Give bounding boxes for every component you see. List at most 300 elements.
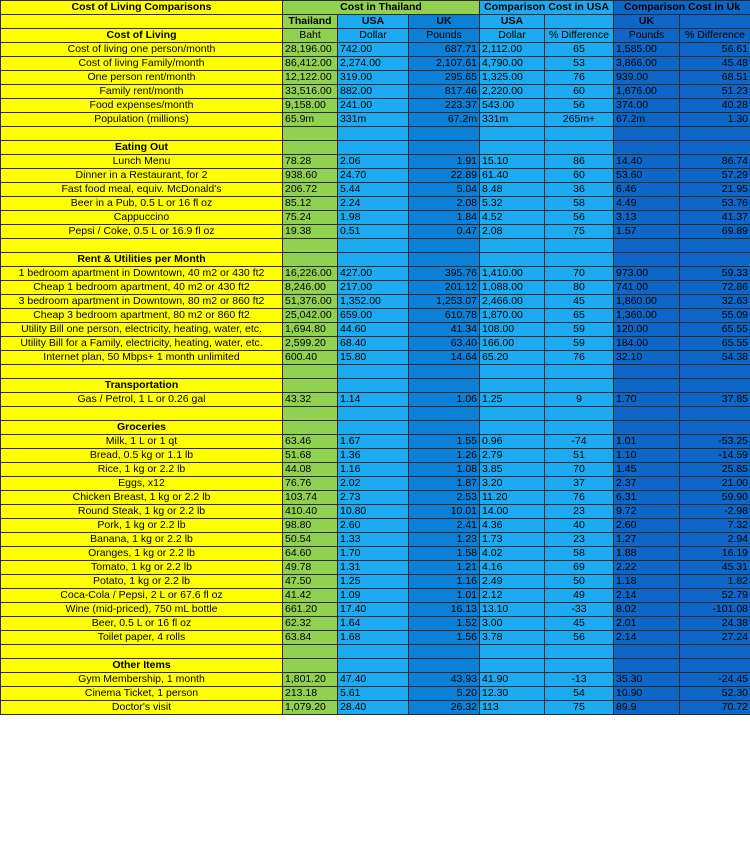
thb-cost: 600.40 — [283, 351, 338, 365]
usa-compare-usd: 4.16 — [480, 561, 545, 575]
usa-compare-usd: 4.36 — [480, 519, 545, 533]
spacer-cell — [409, 407, 480, 421]
uk-cost-gbp: 1.55 — [409, 435, 480, 449]
table-row — [1, 477, 750, 491]
spacer-cell — [680, 365, 750, 379]
usa-cost-usd: 2.73 — [338, 491, 409, 505]
thb-cost: 16,226.00 — [283, 267, 338, 281]
section-cell — [283, 253, 338, 267]
uk-cost-gbp: 1.23 — [409, 533, 480, 547]
section-cell — [480, 253, 545, 267]
usa-percent-diff: 50 — [545, 575, 614, 589]
section-header-row — [1, 421, 750, 435]
group-header-usa: Comparison Cost in USA — [480, 1, 614, 15]
uk-compare-gbp: 1.18 — [614, 575, 680, 589]
section-cell — [283, 379, 338, 393]
uk-cost-gbp: 26.32 — [409, 701, 480, 715]
spacer-cell — [409, 127, 480, 141]
item-label: Gas / Petrol, 1 L or 0.26 gal — [1, 393, 283, 407]
uk-percent-diff: 55.09 — [680, 309, 750, 323]
table-row — [1, 603, 750, 617]
spacer-cell — [680, 239, 750, 253]
uk-compare-gbp: 6.31 — [614, 491, 680, 505]
section-cell — [409, 421, 480, 435]
item-label: 3 bedroom apartment in Downtown, 80 m2 or 860 ft2 — [1, 295, 283, 309]
section-cell — [614, 253, 680, 267]
usa-cost-usd: 28.40 — [338, 701, 409, 715]
spacer-cell — [338, 127, 409, 141]
spacer-cell — [545, 127, 614, 141]
usa-compare-usd: 1,325.00 — [480, 71, 545, 85]
uk-percent-diff: -14.59 — [680, 449, 750, 463]
item-label: Cheap 1 bedroom apartment, 40 m2 or 430 ft2 — [1, 281, 283, 295]
table-row — [1, 323, 750, 337]
thb-cost: 63.84 — [283, 631, 338, 645]
uk-cost-gbp: 1.01 — [409, 589, 480, 603]
uk-compare-gbp: 10.90 — [614, 687, 680, 701]
spacer-cell — [409, 645, 480, 659]
currency-cell: Baht — [283, 29, 338, 43]
usa-percent-diff: 51 — [545, 449, 614, 463]
usa-compare-usd: 15.10 — [480, 155, 545, 169]
usa-compare-usd: 108.00 — [480, 323, 545, 337]
uk-cost-gbp: 43.93 — [409, 673, 480, 687]
section-header-row — [1, 659, 750, 673]
uk-percent-diff: 40.28 — [680, 99, 750, 113]
country-cell — [680, 15, 750, 29]
section-cell — [680, 379, 750, 393]
uk-cost-gbp: 1.84 — [409, 211, 480, 225]
thb-cost: 62.32 — [283, 617, 338, 631]
uk-cost-gbp: 610.78 — [409, 309, 480, 323]
thb-cost: 213.18 — [283, 687, 338, 701]
uk-cost-gbp: 16.13 — [409, 603, 480, 617]
thb-cost: 86,412.00 — [283, 57, 338, 71]
usa-compare-usd: 11.20 — [480, 491, 545, 505]
uk-compare-gbp: 374.00 — [614, 99, 680, 113]
currency-cell: Pounds — [409, 29, 480, 43]
uk-percent-diff: 7.32 — [680, 519, 750, 533]
usa-cost-usd: 44.60 — [338, 323, 409, 337]
spacer-cell — [1, 239, 283, 253]
item-label: Chicken Breast, 1 kg or 2.2 lb — [1, 491, 283, 505]
usa-compare-usd: 13.10 — [480, 603, 545, 617]
thb-cost: 51,376.00 — [283, 295, 338, 309]
uk-cost-gbp: 63.40 — [409, 337, 480, 351]
uk-percent-diff: 59.90 — [680, 491, 750, 505]
uk-cost-gbp: 0.47 — [409, 225, 480, 239]
section-cell — [480, 379, 545, 393]
uk-compare-gbp: 89.9 — [614, 701, 680, 715]
section-title: Transportation — [1, 379, 283, 393]
item-label: Fast food meal, equiv. McDonald's — [1, 183, 283, 197]
thb-cost: 85.12 — [283, 197, 338, 211]
uk-percent-diff: 21.00 — [680, 477, 750, 491]
spacer-cell — [338, 239, 409, 253]
spacer-row — [1, 127, 750, 141]
usa-cost-usd: 1.25 — [338, 575, 409, 589]
uk-cost-gbp: 817.46 — [409, 85, 480, 99]
table-row — [1, 113, 750, 127]
table-row — [1, 505, 750, 519]
item-label: One person rent/month — [1, 71, 283, 85]
table-row — [1, 449, 750, 463]
currency-row — [1, 29, 750, 43]
usa-percent-diff: -13 — [545, 673, 614, 687]
usa-cost-usd: 1.36 — [338, 449, 409, 463]
spacer-cell — [614, 365, 680, 379]
table-row — [1, 351, 750, 365]
usa-cost-usd: 217.00 — [338, 281, 409, 295]
section-cell — [545, 421, 614, 435]
uk-compare-gbp: 2.01 — [614, 617, 680, 631]
usa-percent-diff: 23 — [545, 505, 614, 519]
thb-cost: 65.9m — [283, 113, 338, 127]
thb-cost: 661.20 — [283, 603, 338, 617]
uk-percent-diff: 21.95 — [680, 183, 750, 197]
item-label: Potato, 1 kg or 2.2 lb — [1, 575, 283, 589]
section-cell — [680, 659, 750, 673]
usa-compare-usd: 3.20 — [480, 477, 545, 491]
uk-percent-diff: 25.85 — [680, 463, 750, 477]
usa-compare-usd: 41.90 — [480, 673, 545, 687]
usa-compare-usd: 4,790.00 — [480, 57, 545, 71]
uk-percent-diff: 59.33 — [680, 267, 750, 281]
usa-percent-diff: 9 — [545, 393, 614, 407]
usa-cost-usd: 241.00 — [338, 99, 409, 113]
uk-cost-gbp: 2.53 — [409, 491, 480, 505]
thb-cost: 49.78 — [283, 561, 338, 575]
uk-cost-gbp: 1.91 — [409, 155, 480, 169]
item-label: Pepsi / Coke, 0.5 L or 16.9 fl oz — [1, 225, 283, 239]
thb-cost: 1,801.20 — [283, 673, 338, 687]
uk-compare-gbp: 2.14 — [614, 631, 680, 645]
usa-cost-usd: 1.16 — [338, 463, 409, 477]
country-cell: UK — [614, 15, 680, 29]
uk-compare-gbp: 2.37 — [614, 477, 680, 491]
spacer-cell — [283, 239, 338, 253]
usa-percent-diff: 37 — [545, 477, 614, 491]
usa-cost-usd: 1.33 — [338, 533, 409, 547]
uk-percent-diff: 45.48 — [680, 57, 750, 71]
usa-cost-usd: 659.00 — [338, 309, 409, 323]
thb-cost: 410.40 — [283, 505, 338, 519]
item-label: Rice, 1 kg or 2.2 lb — [1, 463, 283, 477]
uk-cost-gbp: 2,107.61 — [409, 57, 480, 71]
spacer-cell — [283, 127, 338, 141]
uk-compare-gbp: 973.00 — [614, 267, 680, 281]
usa-compare-usd: 113 — [480, 701, 545, 715]
uk-compare-gbp: 67.2m — [614, 113, 680, 127]
thb-cost: 28,196.00 — [283, 43, 338, 57]
spacer-cell — [409, 365, 480, 379]
uk-compare-gbp: 2.14 — [614, 589, 680, 603]
table-row — [1, 281, 750, 295]
item-label: Pork, 1 kg or 2.2 lb — [1, 519, 283, 533]
usa-percent-diff: -74 — [545, 435, 614, 449]
uk-percent-diff: 53.76 — [680, 197, 750, 211]
table-row — [1, 631, 750, 645]
table-row — [1, 393, 750, 407]
table-row — [1, 71, 750, 85]
uk-cost-gbp: 1.08 — [409, 463, 480, 477]
thb-cost: 51.68 — [283, 449, 338, 463]
uk-percent-diff: 37.85 — [680, 393, 750, 407]
table-row — [1, 673, 750, 687]
uk-cost-gbp: 2.08 — [409, 197, 480, 211]
usa-percent-diff: 76 — [545, 491, 614, 505]
usa-percent-diff: 65 — [545, 309, 614, 323]
usa-compare-usd: 3.78 — [480, 631, 545, 645]
thb-cost: 8,246.00 — [283, 281, 338, 295]
uk-percent-diff: 54.38 — [680, 351, 750, 365]
uk-compare-gbp: 741.00 — [614, 281, 680, 295]
table-row — [1, 589, 750, 603]
usa-cost-usd: 24.70 — [338, 169, 409, 183]
usa-percent-diff: 45 — [545, 295, 614, 309]
thb-cost: 98.80 — [283, 519, 338, 533]
spacer-cell — [283, 407, 338, 421]
table-row — [1, 575, 750, 589]
uk-compare-gbp: 184.00 — [614, 337, 680, 351]
usa-percent-diff: 49 — [545, 589, 614, 603]
usa-percent-diff: 80 — [545, 281, 614, 295]
item-label: Utility Bill one person, electricity, heating, water, etc. — [1, 323, 283, 337]
uk-compare-gbp: 9.72 — [614, 505, 680, 519]
uk-percent-diff: 1.30 — [680, 113, 750, 127]
uk-percent-diff: 45.31 — [680, 561, 750, 575]
usa-percent-diff: 76 — [545, 71, 614, 85]
usa-compare-usd: 65.20 — [480, 351, 545, 365]
uk-compare-gbp: 53.60 — [614, 169, 680, 183]
uk-cost-gbp: 5.20 — [409, 687, 480, 701]
section-cell — [614, 421, 680, 435]
uk-cost-gbp: 395.76 — [409, 267, 480, 281]
uk-compare-gbp: 3.13 — [614, 211, 680, 225]
section-cell — [409, 253, 480, 267]
usa-percent-diff: 58 — [545, 547, 614, 561]
table-row — [1, 547, 750, 561]
table-row — [1, 43, 750, 57]
usa-compare-usd: 166.00 — [480, 337, 545, 351]
currency-cell: Dollar — [480, 29, 545, 43]
uk-cost-gbp: 223.37 — [409, 99, 480, 113]
country-cell: Thailand — [283, 15, 338, 29]
item-label: Utility Bill for a Family, electricity, heating, water, etc. — [1, 337, 283, 351]
spacer-cell — [1, 407, 283, 421]
spacer-cell — [338, 645, 409, 659]
uk-compare-gbp: 939.00 — [614, 71, 680, 85]
uk-cost-gbp: 41.34 — [409, 323, 480, 337]
usa-percent-diff: 36 — [545, 183, 614, 197]
usa-percent-diff: 40 — [545, 519, 614, 533]
section-cell — [338, 141, 409, 155]
table-row — [1, 99, 750, 113]
thb-cost: 44.08 — [283, 463, 338, 477]
table-row — [1, 491, 750, 505]
uk-percent-diff: 69.89 — [680, 225, 750, 239]
uk-compare-gbp: 1.88 — [614, 547, 680, 561]
uk-compare-gbp: 1.45 — [614, 463, 680, 477]
spacer-cell — [283, 365, 338, 379]
uk-cost-gbp: 687.71 — [409, 43, 480, 57]
spacer-cell — [614, 127, 680, 141]
usa-compare-usd: 2.79 — [480, 449, 545, 463]
country-cell: USA — [480, 15, 545, 29]
table-row — [1, 701, 750, 715]
thb-cost: 78.28 — [283, 155, 338, 169]
uk-cost-gbp: 1.21 — [409, 561, 480, 575]
uk-percent-diff: 32.63 — [680, 295, 750, 309]
country-cell: USA — [338, 15, 409, 29]
thb-cost: 938.60 — [283, 169, 338, 183]
uk-percent-diff: 86.74 — [680, 155, 750, 169]
usa-compare-usd: 5.32 — [480, 197, 545, 211]
thb-cost: 9,158.00 — [283, 99, 338, 113]
uk-cost-gbp: 67.2m — [409, 113, 480, 127]
usa-percent-diff: 54 — [545, 687, 614, 701]
uk-compare-gbp: 1.27 — [614, 533, 680, 547]
uk-cost-gbp: 10.01 — [409, 505, 480, 519]
section-cell — [680, 141, 750, 155]
usa-percent-diff: 45 — [545, 617, 614, 631]
uk-percent-diff: -53.25 — [680, 435, 750, 449]
item-label: 1 bedroom apartment in Downtown, 40 m2 or 430 ft2 — [1, 267, 283, 281]
usa-percent-diff: 56 — [545, 99, 614, 113]
item-label: Milk, 1 L or 1 qt — [1, 435, 283, 449]
usa-cost-usd: 47.40 — [338, 673, 409, 687]
usa-cost-usd: 1.09 — [338, 589, 409, 603]
uk-percent-diff: -24.45 — [680, 673, 750, 687]
spacer-row — [1, 645, 750, 659]
usa-compare-usd: 2.12 — [480, 589, 545, 603]
section-title: Other Items — [1, 659, 283, 673]
usa-cost-usd: 5.61 — [338, 687, 409, 701]
usa-percent-diff: 70 — [545, 267, 614, 281]
section-header-row — [1, 379, 750, 393]
usa-percent-diff: 53 — [545, 57, 614, 71]
usa-percent-diff: 265m+ — [545, 113, 614, 127]
uk-percent-diff: 51.23 — [680, 85, 750, 99]
usa-compare-usd: 12.30 — [480, 687, 545, 701]
section-header-row — [1, 141, 750, 155]
item-label: Doctor's visit — [1, 701, 283, 715]
table-row — [1, 267, 750, 281]
uk-cost-gbp: 2.41 — [409, 519, 480, 533]
usa-cost-usd: 882.00 — [338, 85, 409, 99]
uk-cost-gbp: 1.26 — [409, 449, 480, 463]
thb-cost: 2,599.20 — [283, 337, 338, 351]
spacer-row — [1, 407, 750, 421]
spacer-cell — [338, 365, 409, 379]
uk-percent-diff: 68.51 — [680, 71, 750, 85]
uk-percent-diff: 52.79 — [680, 589, 750, 603]
table-row — [1, 561, 750, 575]
spacer-cell — [545, 645, 614, 659]
section-cell — [614, 379, 680, 393]
thb-cost: 103.74 — [283, 491, 338, 505]
uk-compare-gbp: 8.02 — [614, 603, 680, 617]
section-cell — [409, 659, 480, 673]
usa-compare-usd: 14.00 — [480, 505, 545, 519]
usa-percent-diff: 75 — [545, 225, 614, 239]
table-row — [1, 463, 750, 477]
uk-compare-gbp: 4.49 — [614, 197, 680, 211]
usa-cost-usd: 1,352.00 — [338, 295, 409, 309]
item-label: Family rent/month — [1, 85, 283, 99]
usa-cost-usd: 1.98 — [338, 211, 409, 225]
usa-compare-usd: 1,088.00 — [480, 281, 545, 295]
table-row — [1, 687, 750, 701]
title-row — [1, 1, 750, 15]
uk-cost-gbp: 201.12 — [409, 281, 480, 295]
section-title: Groceries — [1, 421, 283, 435]
usa-cost-usd: 1.14 — [338, 393, 409, 407]
spacer-row — [1, 365, 750, 379]
item-label: Cinema Ticket, 1 person — [1, 687, 283, 701]
table-row — [1, 183, 750, 197]
uk-percent-diff: 1.82 — [680, 575, 750, 589]
uk-compare-gbp: 32.10 — [614, 351, 680, 365]
uk-compare-gbp: 6.46 — [614, 183, 680, 197]
section-cell — [283, 141, 338, 155]
thb-cost: 43.32 — [283, 393, 338, 407]
uk-percent-diff: 2.94 — [680, 533, 750, 547]
section-cell — [338, 659, 409, 673]
uk-percent-diff: 57.29 — [680, 169, 750, 183]
usa-percent-diff: 65 — [545, 43, 614, 57]
uk-percent-diff: -2.98 — [680, 505, 750, 519]
usa-percent-diff: 56 — [545, 211, 614, 225]
usa-compare-usd: 2,220.00 — [480, 85, 545, 99]
spacer-cell — [545, 365, 614, 379]
uk-cost-gbp: 1.16 — [409, 575, 480, 589]
uk-cost-gbp: 22.89 — [409, 169, 480, 183]
usa-cost-usd: 742.00 — [338, 43, 409, 57]
thb-cost: 206.72 — [283, 183, 338, 197]
uk-cost-gbp: 1.87 — [409, 477, 480, 491]
item-label: Beer in a Pub, 0.5 L or 16 fl oz — [1, 197, 283, 211]
usa-cost-usd: 1.67 — [338, 435, 409, 449]
item-label: Beer, 0.5 L or 16 fl oz — [1, 617, 283, 631]
uk-percent-diff: 70.72 — [680, 701, 750, 715]
section-cell — [614, 659, 680, 673]
usa-compare-usd: 543.00 — [480, 99, 545, 113]
usa-compare-usd: 1,870.00 — [480, 309, 545, 323]
usa-percent-diff: 58 — [545, 197, 614, 211]
usa-cost-usd: 1.70 — [338, 547, 409, 561]
section-cell — [480, 421, 545, 435]
usa-percent-diff: 59 — [545, 337, 614, 351]
usa-cost-usd: 1.68 — [338, 631, 409, 645]
item-label: Food expenses/month — [1, 99, 283, 113]
table-body — [1, 1, 750, 715]
uk-percent-diff: 27.24 — [680, 631, 750, 645]
item-label: Bread, 0.5 kg or 1.1 lb — [1, 449, 283, 463]
usa-cost-usd: 15.80 — [338, 351, 409, 365]
spacer-cell — [480, 239, 545, 253]
thb-cost: 1,079.20 — [283, 701, 338, 715]
section-cell — [480, 141, 545, 155]
country-cell: UK — [409, 15, 480, 29]
spacer-cell — [480, 127, 545, 141]
uk-cost-gbp: 1.52 — [409, 617, 480, 631]
usa-cost-usd: 68.40 — [338, 337, 409, 351]
uk-compare-gbp: 1,360.00 — [614, 309, 680, 323]
usa-percent-diff: 60 — [545, 169, 614, 183]
spacer-cell — [1, 365, 283, 379]
item-label: Oranges, 1 kg or 2.2 lb — [1, 547, 283, 561]
